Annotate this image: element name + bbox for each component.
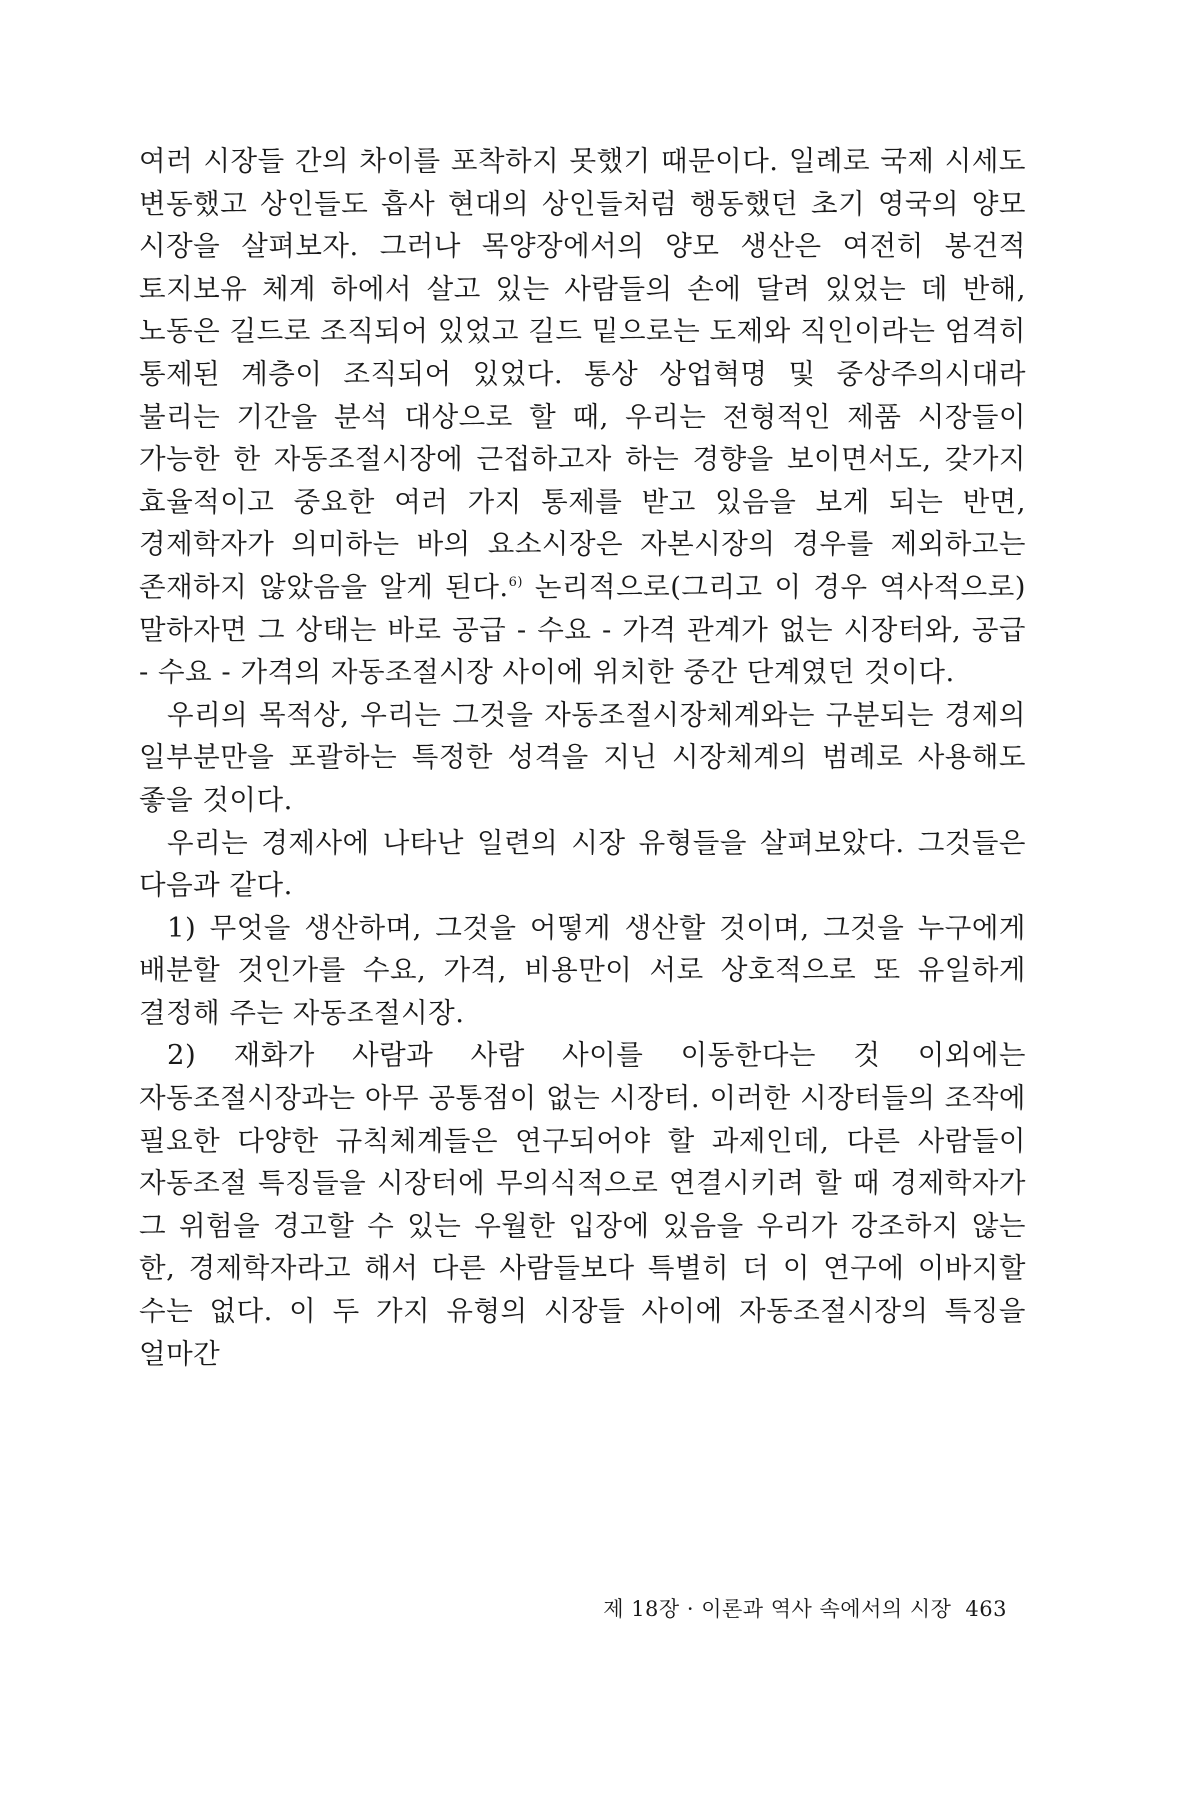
paragraph-1-continued: 논리적으로(그리고 이 경우 역사적으로) 말하자면 그 상태는 바로 공급 - 수요 - 가격 관계가 없는 시장터와, 공급 - 수요 - 가격의 자동조절시장 사이에 위치한 중간 단계였던 것이다. xyxy=(139,570,1026,689)
body-text xyxy=(139,140,1026,1375)
page-number: 463 xyxy=(965,1597,1007,1621)
list-item-2: 2) 재화가 사람과 사람 사이를 이동한다는 것 이외에는 자동조절시장과는 아무 공통점이 없는 시장터. 이러한 시장터들의 조작에 필요한 다양한 규칙체계들은 연구되어야 할 과제인데, 다른 사람들이 자동조절 특징들을 시장터에 무의식적으로 연결시키려 할 때 경제학자가 그 위험을 경고할 수 있는 우월한 입장에 있음을 우리가 강조하지 않는 한, 경제학자라고 해서 다른 사람들보다 특별히 더 이 연구에 이바지할 수는 없다. 이 두 가지 유형의 시장들 사이에 자동조절시장의 특징을 얼마간 xyxy=(139,1039,1026,1370)
paragraph-2: 우리의 목적상, 우리는 그것을 자동조절시장체계와는 구분되는 경제의 일부분만을 포괄하는 특정한 성격을 지닌 시장체계의 범례로 사용해도 좋을 것이다. xyxy=(139,698,1026,816)
list-item-1: 1) 무엇을 생산하며, 그것을 어떻게 생산할 것이며, 그것을 누구에게 배분할 것인가를 수요, 가격, 비용만이 서로 상호적으로 또 유일하게 결정해 주는 자동조절시장. xyxy=(139,911,1026,1029)
chapter-title: 제 18장 · 이론과 역사 속에서의 시장 xyxy=(603,1597,952,1621)
paragraph-3: 우리는 경제사에 나타난 일련의 시장 유형들을 살펴보았다. 그것들은 다음과 같다. xyxy=(139,826,1026,902)
paragraph-1-text: 여러 시장들 간의 차이를 포착하지 못했기 때문이다. 일례로 국제 시세도 변동했고 상인들도 흡사 현대의 상인들처럼 행동했던 초기 영국의 양모 시장을 살펴보자. 그러나 목양장에서의 양모 생산은 여전히 봉건적 토지보유 체계 하에서 살고 있는 사람들의 손에 달려 있었는 데 반해, 노동은 길드로 조직되어 있었고 길드 밑으로는 도제와 직인이라는 엄격히 통제된 계층이 조직되어 있었다. 통상 상업혁명 및 중상주의시대라 불리는 기간을 분석 대상으로 할 때, 우리는 전형적인 제품 시장들이 가능한 한 자동조절시장에 근접하고자 하는 경향을 보이면서도, 갖가지 효율적이고 중요한 여러 가지 통제를 받고 있음을 보게 되는 반면, 경제학자가 의미하는 바의 요소시장은 자본시장의 경우를 제외하고는 존재하지 않았음을 알게 된다. xyxy=(139,145,1026,603)
paragraph-1 xyxy=(139,140,1026,694)
running-footer xyxy=(603,1593,1007,1623)
footnote-marker: 6) xyxy=(508,574,523,590)
